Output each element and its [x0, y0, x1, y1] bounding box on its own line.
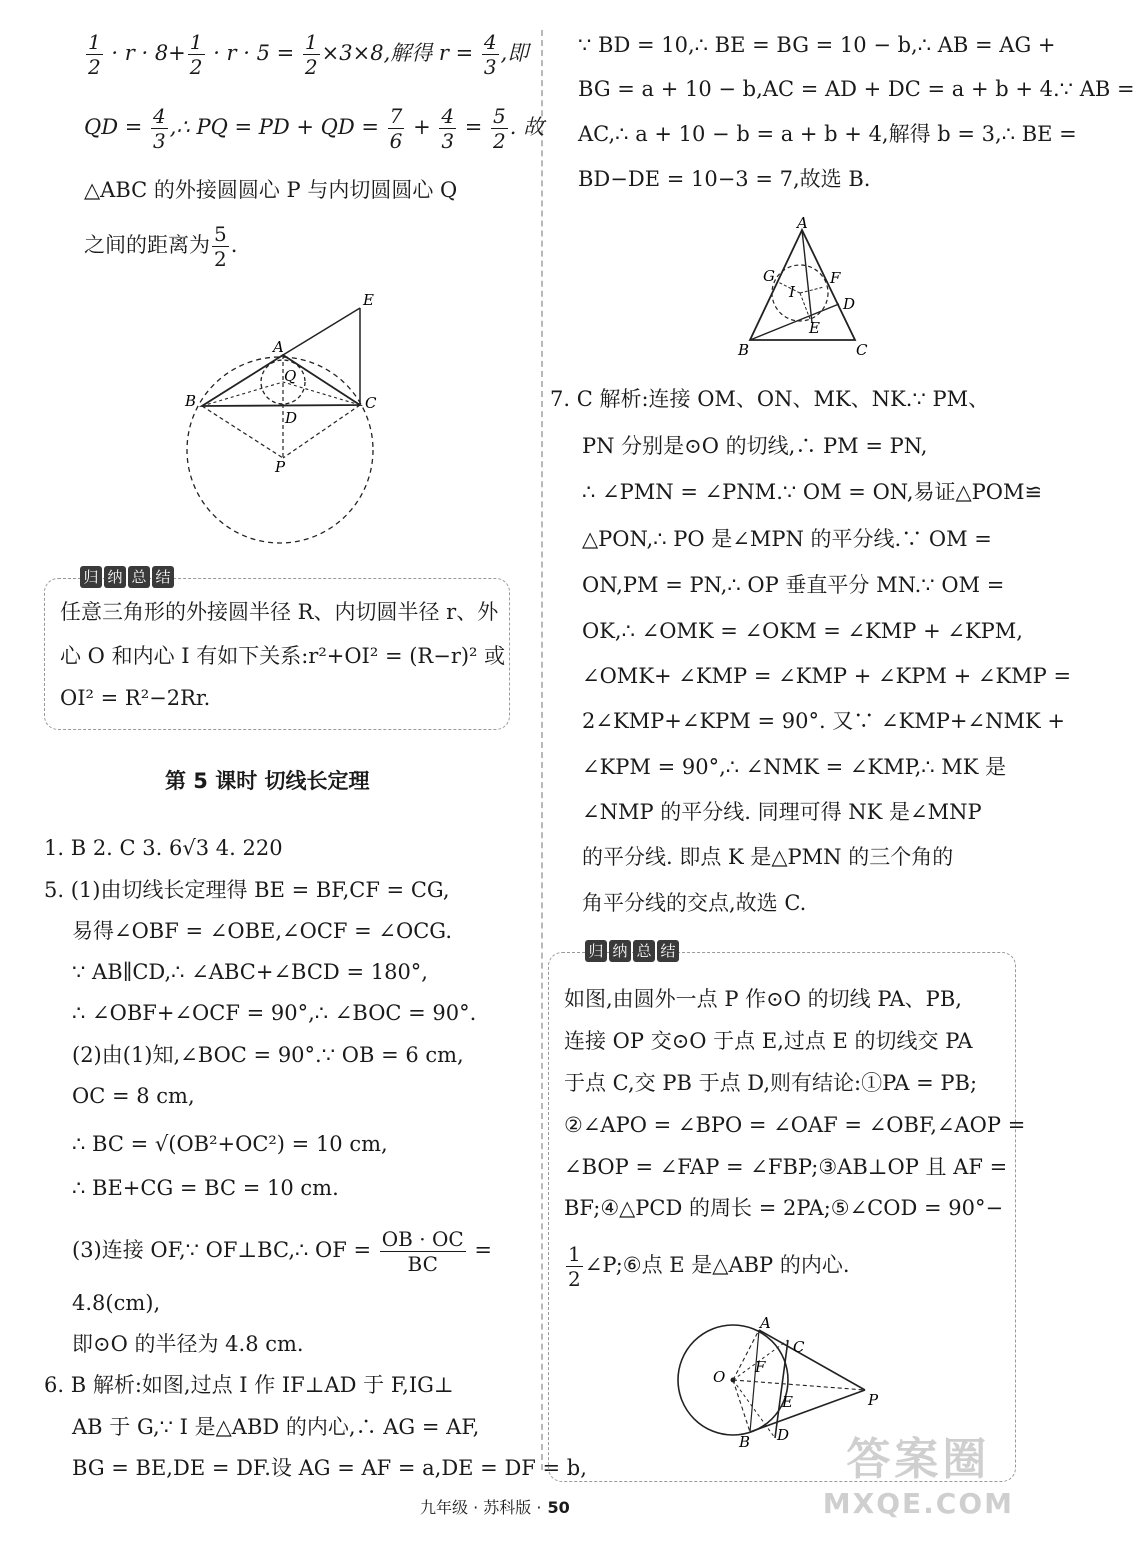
label-d: D [285, 409, 298, 427]
fraction: $\frac{1}{2}$ [568, 1242, 581, 1291]
q7-line-1: 7. C 解析:连接 OM、ON、MK、NK.∵ PM、 [550, 387, 990, 411]
label-c: C [856, 341, 868, 359]
q5-line-2: 易得∠OBF = ∠OBE,∠OCF = ∠OCG. [72, 919, 452, 943]
summary-tag-2: 归 纳 总 结 [585, 940, 679, 962]
summary1-line-2: 心 O 和内心 I 有如下关系:r²+OI² = (R−r)² 或 [60, 644, 506, 668]
section-title: 第 5 课时 切线长定理 [165, 769, 370, 793]
page-number: 50 [547, 1498, 570, 1517]
fraction: $\frac{7}{6}$ [389, 104, 403, 153]
segment-bd [750, 304, 839, 340]
fraction: $\frac{4}{3}$ [153, 104, 166, 153]
q6-cont-line-2: BG = a + 10 − b,AC = AD + DC = a + b + 4.∵ AB = [578, 77, 1135, 101]
fraction: $\frac{5}{2}$ [493, 104, 506, 153]
label-f: F [755, 1358, 766, 1376]
label-f: F [830, 269, 841, 287]
q7-line-9: ∠KPM = 90°,∴ ∠NMK = ∠KMP,∴ MK 是 [582, 755, 1007, 779]
q6-cont-line-4: BD−DE = 10−3 = 7,故选 B. [578, 167, 871, 191]
point-o [731, 1378, 736, 1383]
q5-line-3: ∵ AB∥CD,∴ ∠ABC+∠BCD = 180°, [72, 960, 428, 984]
q7-line-12: 角平分线的交点,故选 C. [582, 891, 807, 915]
label-b: B [739, 1433, 751, 1451]
label-d: D [843, 295, 856, 313]
figure-triangle-abd [730, 215, 880, 365]
label-q: Q [284, 367, 297, 385]
q7-line-6: OK,∴ ∠OMK = ∠OKM = ∠KMP + ∠KPM, [582, 619, 1023, 643]
fraction: $\frac{1}{2}$ [88, 30, 101, 79]
q5-line-8: ∴ BE+CG = BC = 10 cm. [72, 1176, 339, 1200]
label-g: G [763, 267, 775, 285]
label-e: E [363, 291, 374, 309]
column-divider [541, 30, 543, 1470]
segment-ae [802, 230, 812, 323]
q5-line-7: ∴ BC = √(OB²+OC²) = 10 cm, [72, 1132, 388, 1156]
summary2-line-1: 如图,由圆外一点 P 作⊙O 的切线 PA、PB, [564, 987, 962, 1011]
summary2-line-4: ②∠APO = ∠BPO = ∠OAF = ∠OBF,∠AOP = [564, 1113, 1026, 1137]
summary2-line-5: ∠BOP = ∠FAP = ∠FBP;③AB⊥OP 且 AF = [564, 1155, 1008, 1179]
label-c: C [365, 394, 377, 412]
label-b: B [185, 392, 197, 410]
label-a: A [273, 338, 284, 356]
q7-line-8: 2∠KMP+∠KPM = 90°. 又∵ ∠KMP+∠NMK + [582, 709, 1065, 733]
summary2-line-3: 于点 C,交 PB 于点 D,则有结论:①PA = PB; [564, 1071, 978, 1095]
q7-line-11: 的平分线. 即点 K 是△PMN 的三个角的 [582, 845, 954, 869]
q6-line-1: 6. B 解析:如图,过点 I 作 IF⊥AD 于 F,IG⊥ [44, 1373, 454, 1397]
q6-line-3: BG = BE,DE = DF.设 AG = AF = a,DE = DF = b, [72, 1456, 587, 1480]
q5-line-11: 即⊙O 的半径为 4.8 cm. [72, 1332, 304, 1356]
label-e: E [809, 319, 820, 337]
q7-line-4: △PON,∴ PO 是∠MPN 的平分线.∵ OM = [582, 527, 992, 551]
summary2-line-6: BF;④△PCD 的周长 = 2PA;⑤∠COD = 90°− [564, 1196, 1004, 1220]
label-a: A [797, 214, 808, 232]
label-a: A [760, 1314, 771, 1332]
q7-line-5: ON,PM = PN,∴ OP 垂直平分 MN.∵ OM = [582, 573, 1005, 597]
q6-cont-line-3: AC,∴ a + 10 − b = a + b + 4,解得 b = 3,∴ BE = [578, 122, 1077, 146]
footer-grade: 九年级 · 苏科版 · [420, 1498, 542, 1517]
label-i: I [789, 283, 795, 301]
label-d: D [777, 1426, 790, 1444]
fraction: $\frac{1}{2}$ [304, 30, 318, 79]
equation-line-1: $\frac{1}{2}$ · r · 8+ $\frac{1}{2}$ · r · 5 = $\frac{1}{2}$ ×3×8,解得 r = $\frac{4}{3}$ ,即 [88, 30, 529, 79]
chord-ab [750, 1330, 759, 1432]
figure-circumcircle-incircle [170, 290, 400, 555]
segment-if [800, 287, 824, 293]
text-line-4: 之间的距离为 $\frac{5}{2}$ . [84, 222, 238, 271]
label-p: P [275, 458, 286, 476]
q6-cont-line-1: ∵ BD = 10,∴ BE = BG = 10 − b,∴ AB = AG + [578, 33, 1056, 57]
fraction: $\frac{4}{3}$ [483, 30, 497, 79]
fraction: $\frac{OB \cdot OC}{BC}$ [381, 1227, 464, 1276]
q7-line-7: ∠OMK+ ∠KMP = ∠KMP + ∠KPM + ∠KMP = [582, 664, 1072, 688]
label-b: B [738, 341, 750, 359]
segment-bp [202, 406, 283, 458]
summary1-line-1: 任意三角形的外接圆半径 R、内切圆半径 r、外 [60, 600, 499, 624]
q7-line-2: PN 分别是⊙O 的切线,∴ PM = PN, [582, 434, 928, 458]
segment-op [733, 1380, 865, 1390]
page-footer [420, 1495, 570, 1518]
q7-line-3: ∴ ∠PMN = ∠PNM.∵ OM = ON,易证△POM≌ [582, 480, 1043, 504]
q7-line-10: ∠NMP 的平分线. 同理可得 NK 是∠MNP [582, 800, 982, 824]
watermark: 答案圈 MXQE.COM [822, 1434, 1014, 1520]
fraction: $\frac{1}{2}$ [189, 30, 203, 79]
equation-line-2: QD = $\frac{4}{3}$ ,∴ PQ = PD + QD = $\frac{7}{6}$ + $\frac{4}{3}$ = $\frac{5}{2}$ . 故 [84, 104, 545, 153]
segment-ob [733, 1380, 750, 1432]
text-line-3: △ABC 的外接圆圆心 P 与内切圆圆心 Q [84, 178, 458, 202]
q5-line-4: ∴ ∠OBF+∠OCF = 90°,∴ ∠BOC = 90°. [72, 1001, 477, 1025]
label-p: P [868, 1391, 879, 1409]
answers-1-4: 1. B 2. C 3. 6√3 4. 220 [44, 836, 283, 860]
label-o: O [713, 1368, 726, 1386]
fraction: $\frac{4}{3}$ [441, 104, 455, 153]
fraction: $\frac{5}{2}$ [214, 222, 227, 271]
q5-line-6: OC = 8 cm, [72, 1084, 195, 1108]
q5-line-9: (3)连接 OF,∵ OF⊥BC,∴ OF = $\frac{OB \cdot OC}{BC}$ = [72, 1227, 492, 1276]
q5-line-1: 5. (1)由切线长定理得 BE = BF,CF = CG, [44, 878, 450, 902]
segment-cq [283, 382, 360, 405]
circumcircle [187, 357, 373, 543]
summary1-line-3: OI² = R²−2Rr. [60, 686, 211, 710]
segment-bq [202, 382, 283, 406]
label-c: C [793, 1338, 805, 1356]
segment-ae [283, 308, 360, 355]
label-e: E [782, 1393, 793, 1411]
summary2-line-2: 连接 OP 交⊙O 于点 E,过点 E 的切线交 PA [564, 1029, 973, 1053]
tangent-pa [759, 1330, 865, 1390]
q6-line-2: AB 于 G,∵ I 是△ABD 的内心,∴ AG = AF, [72, 1415, 480, 1439]
summary2-line-7: $\frac{1}{2}$ ∠P;⑥点 E 是△ABP 的内心. [568, 1242, 850, 1291]
q5-line-5: (2)由(1)知,∠BOC = 90°.∵ OB = 6 cm, [72, 1043, 464, 1067]
summary-tag-1: 归 纳 总 结 [80, 566, 174, 588]
q5-line-10: 4.8(cm), [72, 1291, 161, 1315]
